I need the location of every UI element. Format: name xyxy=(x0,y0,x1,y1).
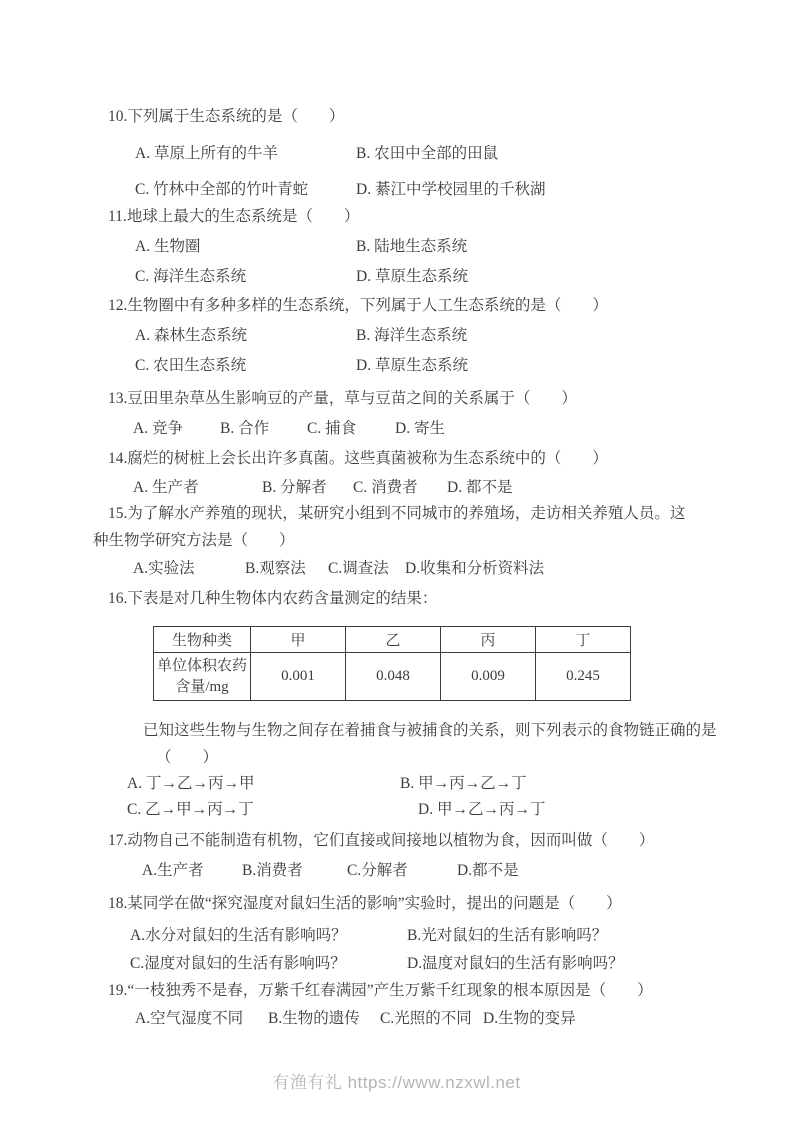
question-number: 17. xyxy=(108,832,128,849)
option-d: D. 草原生态系统 xyxy=(356,268,468,285)
option-d: D. 綦江中学校园里的千秋湖 xyxy=(356,181,546,198)
question-options xyxy=(93,474,699,501)
option-c: C. 消费者 xyxy=(353,479,418,496)
option-d: D. 甲→乙→丙→丁 xyxy=(418,801,546,818)
question-stem xyxy=(93,500,699,554)
question-11 xyxy=(93,203,699,290)
option-b: B.光对鼠妇的生活有影响吗？ xyxy=(407,927,608,944)
question-17 xyxy=(93,827,699,884)
footer-watermark: 有渔有礼 https://www.nzxwl.net xyxy=(272,1073,521,1092)
option-c: C. 竹林中全部的竹叶青蛇 xyxy=(135,181,309,198)
option-d: D.温度对鼠妇的生活有影响吗？ xyxy=(407,955,624,972)
question-options xyxy=(93,555,699,582)
question-number: 14. xyxy=(108,450,128,467)
question-15 xyxy=(93,500,699,582)
option-c: C.调查法 xyxy=(328,560,389,577)
question-10 xyxy=(93,103,699,203)
question-followup-text: 已知这些生物与生物之间存在着捕食与被捕食的关系，则下列表示的食物链正确的是 xyxy=(143,722,717,739)
question-number: 16. xyxy=(108,590,128,607)
question-stem-text: 某同学在做“探究湿度对鼠妇生活的影响”实验时，提出的问题是（ ） xyxy=(127,895,622,912)
option-d: D. 草原生态系统 xyxy=(356,357,468,374)
table-value-cell: 0.001 xyxy=(251,653,346,701)
option-d: D. 寄生 xyxy=(395,420,445,437)
table-row-label: 单位体积农药含量/mg xyxy=(154,653,251,701)
question-number: 10. xyxy=(108,108,128,125)
question-stem xyxy=(93,203,699,230)
table-value-cell: 0.245 xyxy=(536,653,631,701)
question-16 xyxy=(93,585,717,823)
table-value-cell: 0.009 xyxy=(441,653,536,701)
option-d: D. 都不是 xyxy=(447,479,513,496)
table-header-cell: 生物种类 xyxy=(154,627,251,653)
question-stem-text: 下列属于生态系统的是（ ） xyxy=(127,108,345,125)
question-stem xyxy=(93,890,699,917)
table-header-cell: 乙 xyxy=(346,627,441,653)
option-b: B.消费者 xyxy=(242,862,303,879)
option-b: B. 农田中全部的田鼠 xyxy=(356,145,499,162)
question-stem xyxy=(93,445,699,472)
question-options xyxy=(93,140,699,203)
table-header-cell: 丙 xyxy=(441,627,536,653)
question-options xyxy=(93,415,699,442)
option-a: A. 森林生态系统 xyxy=(135,327,247,344)
question-options xyxy=(93,922,699,977)
question-number: 19. xyxy=(108,982,128,999)
option-a: A. 草原上所有的牛羊 xyxy=(135,145,278,162)
question-12 xyxy=(93,292,699,379)
question-stem-text: 动物自己不能制造有机物，它们直接或间接地以植物为食，因而叫做（ ） xyxy=(127,832,655,849)
option-d: D.生物的变异 xyxy=(483,1010,576,1027)
question-stem xyxy=(93,385,699,412)
option-a: A.空气湿度不同 xyxy=(135,1010,244,1027)
option-d: D.都不是 xyxy=(457,862,519,879)
table-header-cell: 丁 xyxy=(536,627,631,653)
option-c: C.光照的不同 xyxy=(380,1010,472,1027)
option-c: C. 农田生态系统 xyxy=(135,357,247,374)
option-c: C.分解者 xyxy=(347,862,408,879)
table-header-cell: 甲 xyxy=(251,627,346,653)
question-stem xyxy=(93,292,699,319)
question-options xyxy=(93,322,699,379)
option-a: A. 生产者 xyxy=(133,479,199,496)
question-stem xyxy=(93,103,699,130)
question-options xyxy=(93,771,699,823)
option-b: B. 海洋生态系统 xyxy=(356,327,468,344)
option-b: B. 分解者 xyxy=(262,479,327,496)
option-b: B. 陆地生态系统 xyxy=(356,238,468,255)
table-header-row xyxy=(154,627,631,653)
answer-blank-parentheses: （ ） xyxy=(156,749,219,766)
option-c: C. 捕食 xyxy=(307,420,357,437)
question-options xyxy=(93,857,699,884)
exam-content xyxy=(93,0,717,1122)
question-13 xyxy=(93,385,699,442)
option-b: B.观察法 xyxy=(245,560,306,577)
question-stem xyxy=(93,977,699,1004)
question-stem-text: 为了解水产养殖的现状，某研究小组到不同城市的养殖场，走访相关养殖人员。这种生物学研究方法是（ ） xyxy=(93,505,686,549)
option-d: D.收集和分析资料法 xyxy=(405,560,545,577)
table-value-row xyxy=(154,653,631,701)
table-value-cell: 0.048 xyxy=(346,653,441,701)
question-number: 11. xyxy=(108,208,127,225)
question-stem-text: 豆田里杂草丛生影响豆的产量，草与豆苗之间的关系属于（ ） xyxy=(127,390,577,407)
option-a: A. 竞争 xyxy=(133,420,183,437)
question-stem xyxy=(93,585,699,612)
question-options xyxy=(93,1005,699,1032)
question-18 xyxy=(93,890,699,977)
option-c: C.湿度对鼠妇的生活有影响吗？ xyxy=(130,955,346,972)
question-options xyxy=(93,233,699,290)
option-b: B. 甲→丙→乙→丁 xyxy=(400,775,527,792)
question-number: 15. xyxy=(108,505,128,522)
question-number: 18. xyxy=(108,895,128,912)
question-stem-text: “一枝独秀不是春，万紫千红春满园”产生万紫千红现象的根本原因是（ ） xyxy=(127,982,653,999)
option-a: A.生产者 xyxy=(142,862,204,879)
option-a: A. 生物圈 xyxy=(135,238,201,255)
option-b: B. 合作 xyxy=(220,420,270,437)
question-number: 13. xyxy=(108,390,128,407)
question-stem-text: 地球上最大的生态系统是（ ） xyxy=(126,208,360,225)
option-a: A.水分对鼠妇的生活有影响吗？ xyxy=(130,927,347,944)
option-c: C. 海洋生态系统 xyxy=(135,268,247,285)
question-14 xyxy=(93,445,699,501)
question-19 xyxy=(93,977,699,1032)
option-a: A. 丁→乙→丙→甲 xyxy=(127,775,255,792)
option-b: B.生物的遗传 xyxy=(268,1010,360,1027)
question-stem-text: 腐烂的树桩上会长出许多真菌。这些真菌被称为生态系统中的（ ） xyxy=(127,450,608,467)
option-c: C. 乙→甲→丙→丁 xyxy=(127,801,254,818)
question-number: 12. xyxy=(108,297,128,314)
question-stem-text: 生物圈中有多种多样的生态系统，下列属于人工生态系统的是（ ） xyxy=(127,297,608,314)
question-stem-text: 下表是对几种生物体内农药含量测定的结果： xyxy=(127,590,438,607)
question-stem xyxy=(93,827,699,854)
pesticide-table xyxy=(153,626,631,701)
option-a: A.实验法 xyxy=(133,560,195,577)
